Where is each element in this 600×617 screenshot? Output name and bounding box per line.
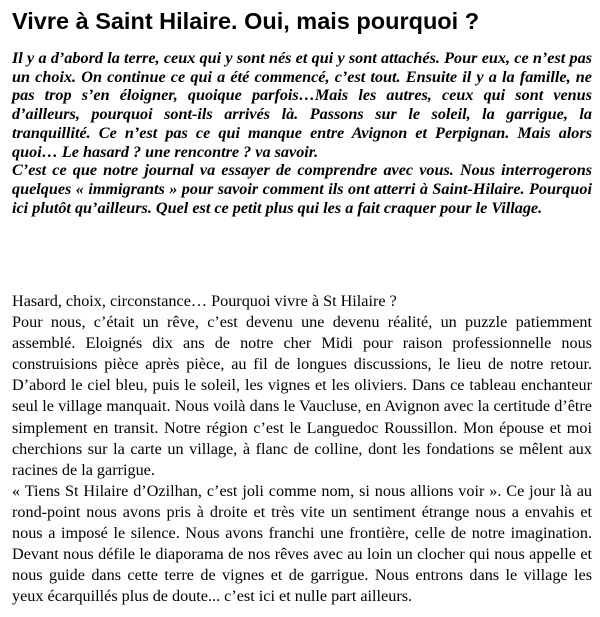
- body-paragraph: Pour nous, c’était un rêve, c’est devenu une devenu réalité, un puzzle patiemment assemblé. Eloignés dix ans de notre cher Midi pour raison professionnelle nous construisions pièce après pièce, au fil de longues discussions, le lieu de notre retour. D’abord le ciel bleu, puis le soleil, les vignes et les oliviers. Dans ce tableau enchanteur seul le village manquait. Nous voilà dans le Vaucluse, en Avignon avec la certitude d’être simplement en transit. Notre région c’est le Languedoc Roussillon. Mon épouse et moi cherchions sur la carte un village, à flanc de colline, dont les fondations se mêlent aux racines de la garrigue.: [12, 313, 592, 479]
- article-intro: [12, 49, 592, 217]
- body-paragraph: Hasard, choix, circonstance… Pourquoi vivre à St Hilaire ?: [12, 292, 397, 310]
- intro-paragraph: Il y a d’abord la terre, ceux qui y sont nés et qui y sont attachés. Pour eux, ce n’est pas un choix. On continue ce qui a été commencé, c’est tout. Ensuite il y a la famille, ne pas trop s’en éloigner, quoique parfois…Mais les autres, ceux qui sont venus d’ailleurs, pourquoi sont-ils arrivés là. Passons sur le soleil, la garrigue, la tranquillité. Ce n’est pas ce qui manque entre Avignon et Perpignan. Mais alors quoi… Le hasard ? une rencontre ? va savoir.: [12, 49, 592, 161]
- body-paragraph: « Tiens St Hilaire d’Ozilhan, c’est joli comme nom, si nous allions voir ». Ce jour là au rond-point nous avons pris à droite et très vite un sentiment étrange nous a envahis et nous a imposé le silence. Nous avons franchi une frontière, celle de notre imagination. Devant nous défile le diaporama de nos rêves avec au loin un clocher qui nous appelle et nous guide dans cette terre de vignes et de garrigue. Nous entrons dans le village les yeux écarquillés plus de doute... c’est ici et nulle part ailleurs.: [12, 481, 592, 606]
- article-title: Vivre à Saint Hilaire. Oui, mais pourquoi ?: [12, 8, 480, 34]
- intro-paragraph: C’est ce que notre journal va essayer de comprendre avec vous. Nous interrogerons quelques « immigrants » pour savoir comment ils ont atterri à Saint-Hilaire. Pourquoi ici plutôt qu’ailleurs. Quel est ce petit plus qui les a fait craquer pour le Village.: [12, 161, 592, 217]
- article-body: [12, 291, 592, 607]
